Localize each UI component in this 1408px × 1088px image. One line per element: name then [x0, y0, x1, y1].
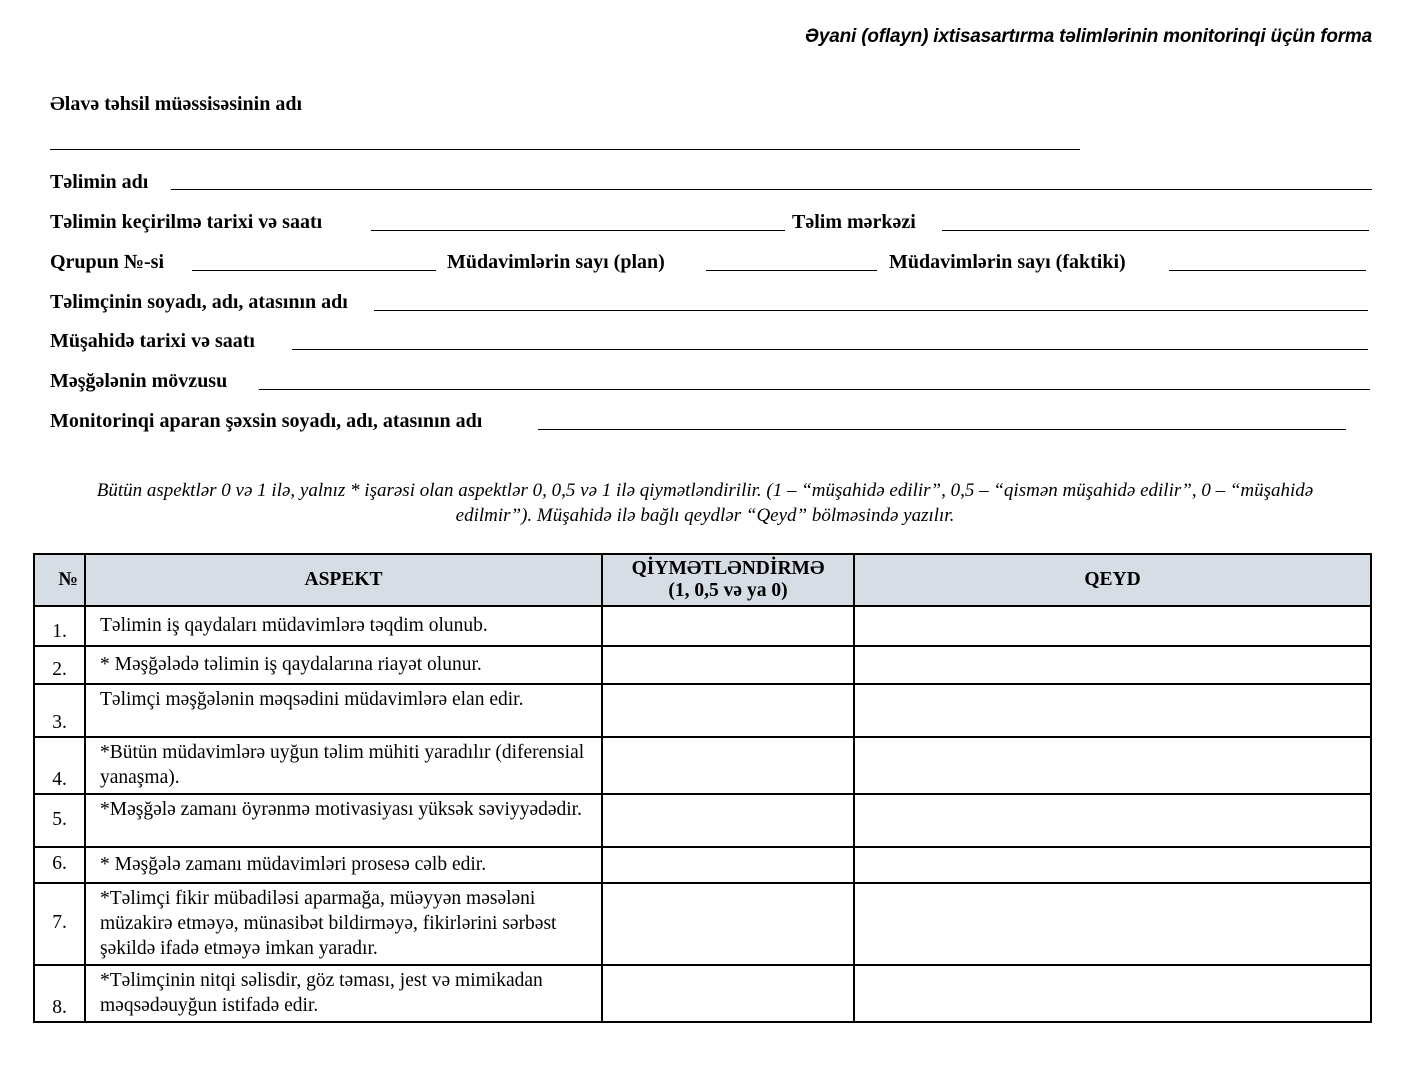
- grade-cell[interactable]: [602, 847, 854, 883]
- header-num: №: [34, 554, 85, 606]
- row-aspect: * Məşğələ zamanı müdavimləri prosesə cəlb edir.: [85, 847, 602, 883]
- header-aspect: ASPEKT: [85, 554, 602, 606]
- row-aspect: Təlimin iş qaydaları müdavimlərə təqdim olunub.: [85, 606, 602, 646]
- training-name-line[interactable]: [171, 189, 1372, 190]
- group-no-line[interactable]: [192, 270, 436, 271]
- note-cell[interactable]: [854, 684, 1371, 737]
- monitor-name-line[interactable]: [538, 429, 1346, 430]
- table-row: [34, 965, 1371, 1022]
- header-note: QEYD: [854, 554, 1371, 606]
- header-grade-title: QİYMƏTLƏNDİRMƏ: [631, 558, 825, 579]
- grade-cell[interactable]: [602, 606, 854, 646]
- attendees-plan-label: Müdavimlərin sayı (plan): [447, 251, 665, 273]
- observation-date-label: Müşahidə tarixi və saatı: [50, 330, 255, 352]
- row-num: 7.: [34, 883, 85, 965]
- row-aspect: * Məşğələdə təlimin iş qaydalarına riayət olunur.: [85, 646, 602, 684]
- aspects-table: [33, 553, 1372, 1023]
- row-num: 5.: [34, 794, 85, 847]
- row-aspect: *Təlimçi fikir mübadiləsi aparmağa, müəyyən məsələni müzakirə etməyə, münasibət bildirməyə, fikirlərini sərbəst şəkildə ifadə etməyə imkan yaradır.: [85, 883, 602, 965]
- row-num: 2.: [34, 646, 85, 684]
- header-grade: [602, 554, 854, 606]
- trainer-name-label: Təlimçinin soyadı, adı, atasının adı: [50, 291, 348, 313]
- training-center-line[interactable]: [942, 230, 1369, 231]
- institution-label: Əlavə təhsil müəssisəsinin adı: [50, 93, 303, 115]
- institution-line[interactable]: [50, 149, 1080, 150]
- grade-cell[interactable]: [602, 737, 854, 794]
- note-cell[interactable]: [854, 794, 1371, 847]
- lesson-topic-line[interactable]: [259, 389, 1370, 390]
- row-num: 4.: [34, 737, 85, 794]
- table-row: [34, 684, 1371, 737]
- monitor-name-label: Monitorinqi aparan şəxsin soyadı, adı, atasının adı: [50, 410, 483, 432]
- table-row: [34, 794, 1371, 847]
- row-num: 6.: [34, 847, 85, 883]
- note-cell[interactable]: [854, 883, 1371, 965]
- training-date-line[interactable]: [371, 230, 785, 231]
- trainer-name-line[interactable]: [374, 310, 1368, 311]
- table-row: [34, 847, 1371, 883]
- row-aspect: *Məşğələ zamanı öyrənmə motivasiyası yüksək səviyyədədir.: [85, 794, 602, 847]
- training-center-label: Təlim mərkəzi: [792, 211, 916, 233]
- grade-cell[interactable]: [602, 646, 854, 684]
- grade-cell[interactable]: [602, 965, 854, 1022]
- lesson-topic-label: Məşğələnin mövzusu: [50, 370, 228, 392]
- table-row: [34, 646, 1371, 684]
- grade-cell[interactable]: [602, 684, 854, 737]
- note-cell[interactable]: [854, 847, 1371, 883]
- note-cell[interactable]: [854, 646, 1371, 684]
- form-title: Əyani (oflayn) ixtisasartırma təlimlərinin monitorinqi üçün forma: [804, 26, 1372, 47]
- table-header-row: [34, 554, 1371, 606]
- row-aspect: Təlimçi məşğələnin məqsədini müdavimlərə elan edir.: [85, 684, 602, 737]
- grade-cell[interactable]: [602, 794, 854, 847]
- observation-date-line[interactable]: [292, 349, 1368, 350]
- training-name-label: Təlimin adı: [50, 171, 149, 193]
- row-num: 1.: [34, 606, 85, 646]
- header-grade-sub: (1, 0,5 və ya 0): [668, 580, 788, 601]
- training-date-label: Təlimin keçirilmə tarixi və saatı: [50, 211, 323, 233]
- note-cell[interactable]: [854, 965, 1371, 1022]
- instructions-text: Bütün aspektlər 0 və 1 ilə, yalnız * işarəsi olan aspektlər 0, 0,5 və 1 ilə qiymətləndirilir. (1 – “müşahidə edilir”, 0,5 – “qismən müşahidə edilir”, 0 – “müşahidə edilmir”). Müşahidə ilə bağlı qeydlər “Qeyd” bölməsində yazılır.: [96, 480, 1314, 526]
- attendees-actual-line[interactable]: [1169, 270, 1366, 271]
- note-cell[interactable]: [854, 737, 1371, 794]
- group-no-label: Qrupun №-si: [50, 251, 165, 273]
- table-row: [34, 883, 1371, 965]
- attendees-actual-label: Müdavimlərin sayı (faktiki): [889, 251, 1126, 273]
- note-cell[interactable]: [854, 606, 1371, 646]
- attendees-plan-line[interactable]: [706, 270, 877, 271]
- row-aspect: *Təlimçinin nitqi səlisdir, göz təması, jest və mimikadan məqsədəuyğun istifadə edir.: [85, 965, 602, 1022]
- grade-cell[interactable]: [602, 883, 854, 965]
- table-row: [34, 606, 1371, 646]
- row-num: 3.: [34, 684, 85, 737]
- table-row: [34, 737, 1371, 794]
- row-num: 8.: [34, 965, 85, 1022]
- row-aspect: *Bütün müdavimlərə uyğun təlim mühiti yaradılır (diferensial yanaşma).: [85, 737, 602, 794]
